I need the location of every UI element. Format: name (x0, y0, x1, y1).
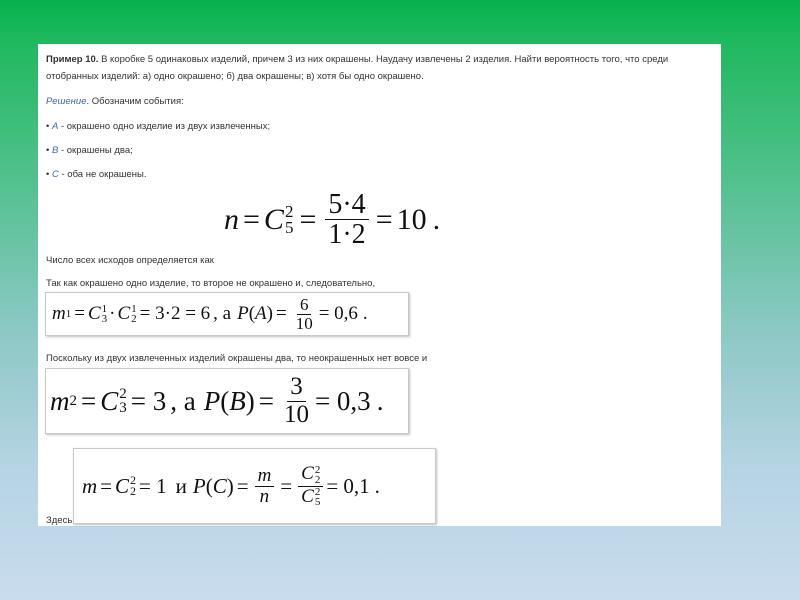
comb-sub: 2 (314, 474, 321, 487)
result: = 0,3 (314, 385, 371, 416)
event-text: - окрашено одно изделие из двух извлеченных; (58, 121, 271, 132)
dot: · (109, 303, 116, 324)
result: = 0,1 (326, 473, 370, 498)
comb-c: C (87, 303, 101, 324)
comb-sup: 2 (119, 385, 127, 402)
comb-c: C (117, 303, 131, 324)
subscript: 1 (65, 308, 72, 320)
comb-sup: 1 (101, 302, 108, 315)
conjunction: , а (170, 385, 196, 416)
result: = 0,6 (318, 303, 358, 324)
fraction (325, 190, 368, 250)
comb-c: C (301, 485, 314, 507)
denominator (298, 487, 323, 508)
solution-intro: . Обозначим события: (86, 96, 184, 107)
comb-c: C (301, 463, 314, 485)
formula-m1: m 1 = C 1 3 · C 1 2 = 3·2 = 6 , а P ( A ) = $\frac{6}{10}$ = 0,6 . (45, 292, 409, 336)
event-name: A (255, 303, 267, 324)
document-page (38, 44, 721, 526)
numerator (298, 464, 323, 486)
comb-sub: 3 (119, 400, 127, 416)
prob-p: P (192, 473, 206, 498)
bullet: • (46, 169, 50, 180)
prob-p: P (237, 303, 249, 324)
event-c (46, 169, 147, 180)
denominator: 10 (283, 400, 309, 428)
event-name: B (51, 145, 59, 156)
var-n: n (224, 202, 239, 236)
numerator: m (255, 466, 275, 487)
formula-m2: m 2 = C 2 3 = 3 , а P ( B ) = $\frac{3}{10}$ = 0,3 . (45, 368, 409, 434)
comb-c: C (100, 385, 119, 416)
period: . (374, 473, 380, 498)
text-here: Здесь (46, 515, 73, 526)
event-name: C (212, 473, 227, 498)
period: . (376, 385, 384, 416)
comb-sub: 2 (131, 313, 137, 325)
comb-sub: 5 (284, 217, 294, 237)
formula-m3: m = C 2 2 = 1 и P ( C ) = $\frac{m}{n}$ = C 2 2 C 2 5 = 0,1 . (73, 448, 436, 524)
comb-c: C (115, 473, 130, 498)
bullet: • (46, 121, 50, 132)
comb-sub: 2 (130, 484, 137, 498)
denominator: 1·2 (328, 219, 366, 251)
numerator: 3 (287, 374, 306, 401)
var-m: m (82, 473, 98, 498)
middle: = 3 (130, 385, 167, 416)
conjunction: , а (213, 303, 232, 324)
subscript: 2 (69, 392, 77, 409)
event-name: C (51, 169, 59, 180)
fraction (281, 374, 312, 428)
text-total: Число всех исходов определяется как (46, 255, 214, 266)
event-text: - оба не окрашены. (58, 169, 147, 180)
event-name: B (229, 385, 246, 416)
comb-sup: 2 (314, 463, 321, 476)
middle: = 3·2 = 6 (139, 303, 211, 324)
var-m: m (52, 303, 66, 324)
comb-sub: 5 (314, 496, 321, 509)
problem-title: Пример 10. (46, 54, 99, 65)
solution-heading (46, 96, 184, 107)
event-text: - окрашены два; (58, 145, 133, 156)
comb-sup: 2 (314, 485, 321, 498)
middle: = 1 (139, 473, 167, 498)
formula-n: n = C 2 5 = $\frac{5\cdot 4}{1\cdot 2}$ = 10 . (224, 189, 441, 251)
problem-line-1 (46, 54, 668, 65)
bullet: • (46, 145, 50, 156)
period: . (432, 202, 441, 236)
conjunction: и (175, 473, 187, 498)
period: . (362, 303, 368, 324)
event-name: A (51, 121, 59, 132)
text-m2: Поскольку из двух извлеченных изделий окрашены два, то неокрашенных нет вовсе и (46, 353, 428, 364)
var-m: m (50, 385, 70, 416)
prob-p: P (203, 385, 221, 416)
problem-text-1: В коробке 5 одинаковых изделий, причем 3 из них окрашены. Наудачу извлечены 2 изделия. Найти вероятность того, что среди (98, 54, 669, 65)
text-m1: Так как окрашено одно изделие, то второе не окрашено и, следовательно, (46, 278, 376, 289)
problem-line-2: отобранных изделий: а) одно окрашено; б) два окрашены; в) хотя бы одно окрашено. (46, 71, 424, 82)
comb-sub: 3 (101, 313, 108, 325)
denominator: 10 (295, 313, 313, 333)
solution-label: Решение (46, 96, 87, 107)
event-a (46, 121, 270, 132)
fraction (293, 296, 316, 333)
fraction-m-n (255, 466, 275, 507)
fraction-comb (298, 464, 323, 507)
result: 10 (396, 202, 427, 236)
denominator: n (259, 485, 270, 507)
numerator: 5·4 (325, 190, 368, 220)
comb-c: C (263, 202, 284, 236)
numerator: 6 (297, 296, 312, 315)
comb-sup: 1 (131, 302, 137, 315)
comb-sup: 2 (130, 472, 137, 487)
comb-sup: 2 (284, 201, 294, 221)
event-b (46, 145, 133, 156)
